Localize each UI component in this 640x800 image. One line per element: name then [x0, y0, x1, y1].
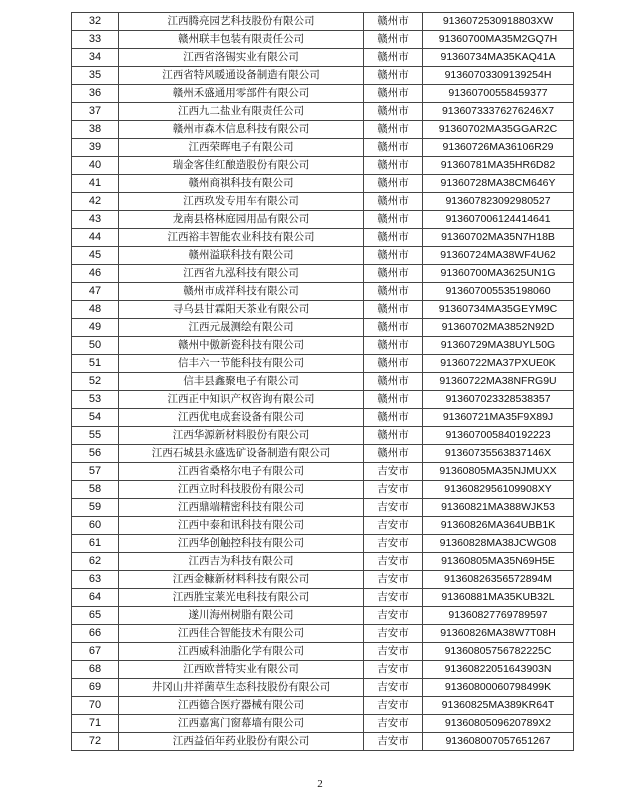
city-name: 赣州市 [364, 355, 423, 373]
company-name: 江西腾亮园艺科技股份有限公司 [119, 13, 364, 31]
company-name: 江西省洛锡实业有限公司 [119, 49, 364, 67]
credit-code: 91360805MA35NJMUXX [423, 463, 574, 481]
row-number: 71 [72, 715, 119, 733]
row-number: 66 [72, 625, 119, 643]
row-number: 50 [72, 337, 119, 355]
credit-code: 91360702MA3852N92D [423, 319, 574, 337]
row-number: 53 [72, 391, 119, 409]
credit-code: 91360805756782225C [423, 643, 574, 661]
company-name: 寻乌县甘霖阳天茶业有限公司 [119, 301, 364, 319]
table-row [72, 49, 574, 67]
table-row [72, 643, 574, 661]
credit-code: 913607023328538357 [423, 391, 574, 409]
row-number: 40 [72, 157, 119, 175]
city-name: 吉安市 [364, 535, 423, 553]
row-number: 36 [72, 85, 119, 103]
row-number: 52 [72, 373, 119, 391]
credit-code: 91360735563837146X [423, 445, 574, 463]
credit-code: 91360826MA38W7T08H [423, 625, 574, 643]
row-number: 61 [72, 535, 119, 553]
company-name: 江西胜宝莱光电科技有限公司 [119, 589, 364, 607]
city-name: 赣州市 [364, 247, 423, 265]
row-number: 54 [72, 409, 119, 427]
credit-code: 91360805MA35N69H5E [423, 553, 574, 571]
row-number: 37 [72, 103, 119, 121]
company-name: 江西省九泓科技有限公司 [119, 265, 364, 283]
table-row [72, 553, 574, 571]
city-name: 赣州市 [364, 229, 423, 247]
company-name: 赣州商祺科技有限公司 [119, 175, 364, 193]
credit-code: 91360700558459377 [423, 85, 574, 103]
credit-code: 913607005840192223 [423, 427, 574, 445]
row-number: 39 [72, 139, 119, 157]
city-name: 赣州市 [364, 409, 423, 427]
city-name: 吉安市 [364, 697, 423, 715]
table-row [72, 211, 574, 229]
company-name: 江西益佰年药业股份有限公司 [119, 733, 364, 751]
table-row [72, 175, 574, 193]
credit-code: 91360733376276246X7 [423, 103, 574, 121]
company-name: 遂川海州树脂有限公司 [119, 607, 364, 625]
row-number: 63 [72, 571, 119, 589]
credit-code: 91360721MA35F9X89J [423, 409, 574, 427]
credit-code: 91360800060798499K [423, 679, 574, 697]
city-name: 吉安市 [364, 625, 423, 643]
table-row [72, 427, 574, 445]
company-name: 江西优电成套设备有限公司 [119, 409, 364, 427]
table-row [72, 157, 574, 175]
company-name: 赣州溢联科技有限公司 [119, 247, 364, 265]
credit-code: 913607005535198060 [423, 283, 574, 301]
city-name: 吉安市 [364, 517, 423, 535]
row-number: 64 [72, 589, 119, 607]
row-number: 44 [72, 229, 119, 247]
city-name: 吉安市 [364, 463, 423, 481]
row-number: 35 [72, 67, 119, 85]
company-name: 江西鼎端精密科技有限公司 [119, 499, 364, 517]
city-name: 赣州市 [364, 427, 423, 445]
table-row [72, 661, 574, 679]
company-name: 江西嘉寓门窗幕墙有限公司 [119, 715, 364, 733]
table-row [72, 13, 574, 31]
credit-code: 91360702MA35N7H18B [423, 229, 574, 247]
table-row [72, 85, 574, 103]
row-number: 49 [72, 319, 119, 337]
credit-code: 91360781MA35HR6D82 [423, 157, 574, 175]
row-number: 47 [72, 283, 119, 301]
credit-code: 91360729MA38UYL50G [423, 337, 574, 355]
row-number: 67 [72, 643, 119, 661]
row-number: 68 [72, 661, 119, 679]
row-number: 51 [72, 355, 119, 373]
city-name: 吉安市 [364, 481, 423, 499]
table-row [72, 571, 574, 589]
company-name: 江西华源新材料股份有限公司 [119, 427, 364, 445]
company-name: 井冈山井祥菌草生态科技股份有限公司 [119, 679, 364, 697]
city-name: 吉安市 [364, 499, 423, 517]
row-number: 33 [72, 31, 119, 49]
credit-code: 91360724MA38WF4U62 [423, 247, 574, 265]
row-number: 34 [72, 49, 119, 67]
company-name: 江西德合医疗器械有限公司 [119, 697, 364, 715]
city-name: 吉安市 [364, 571, 423, 589]
company-list-table [71, 12, 574, 751]
company-name: 江西欧普特实业有限公司 [119, 661, 364, 679]
table-row [72, 355, 574, 373]
company-name: 赣州市森木信息科技有限公司 [119, 121, 364, 139]
city-name: 赣州市 [364, 337, 423, 355]
city-name: 赣州市 [364, 103, 423, 121]
company-name: 江西华创触控科技有限公司 [119, 535, 364, 553]
city-name: 赣州市 [364, 13, 423, 31]
credit-code: 91360722MA38NFRG9U [423, 373, 574, 391]
table-row [72, 103, 574, 121]
city-name: 赣州市 [364, 121, 423, 139]
credit-code: 913608007057651267 [423, 733, 574, 751]
row-number: 41 [72, 175, 119, 193]
table-row [72, 535, 574, 553]
page-number: 2 [317, 778, 323, 790]
credit-code: 91360822051643903N [423, 661, 574, 679]
table-row [72, 733, 574, 751]
company-name: 江西威科油脂化学有限公司 [119, 643, 364, 661]
company-name: 赣州中傲新瓷科技有限公司 [119, 337, 364, 355]
table-row [72, 679, 574, 697]
row-number: 70 [72, 697, 119, 715]
credit-code: 91360734MA35KAQ41A [423, 49, 574, 67]
table-row [72, 481, 574, 499]
table-row [72, 625, 574, 643]
table-row [72, 247, 574, 265]
city-name: 吉安市 [364, 733, 423, 751]
credit-code: 91360828MA38JCWG08 [423, 535, 574, 553]
credit-code: 91360702MA35GGAR2C [423, 121, 574, 139]
table-row [72, 517, 574, 535]
city-name: 赣州市 [364, 319, 423, 337]
city-name: 赣州市 [364, 301, 423, 319]
table-row [72, 373, 574, 391]
row-number: 60 [72, 517, 119, 535]
city-name: 赣州市 [364, 157, 423, 175]
company-name: 江西中泰和讯科技有限公司 [119, 517, 364, 535]
credit-code: 9136080509620789X2 [423, 715, 574, 733]
city-name: 赣州市 [364, 265, 423, 283]
table-row [72, 391, 574, 409]
row-number: 65 [72, 607, 119, 625]
company-name: 江西元晟测绘有限公司 [119, 319, 364, 337]
credit-code: 91360700MA35M2GQ7H [423, 31, 574, 49]
city-name: 吉安市 [364, 679, 423, 697]
city-name: 赣州市 [364, 85, 423, 103]
company-name: 信丰六一节能科技有限公司 [119, 355, 364, 373]
city-name: 赣州市 [364, 283, 423, 301]
city-name: 赣州市 [364, 373, 423, 391]
city-name: 吉安市 [364, 607, 423, 625]
table-row [72, 121, 574, 139]
city-name: 吉安市 [364, 589, 423, 607]
table-row [72, 283, 574, 301]
city-name: 赣州市 [364, 193, 423, 211]
table-row [72, 445, 574, 463]
table-row [72, 463, 574, 481]
credit-code: 91360826MA364UBB1K [423, 517, 574, 535]
credit-code: 91360827769789597 [423, 607, 574, 625]
city-name: 吉安市 [364, 715, 423, 733]
table-row [72, 193, 574, 211]
company-name: 江西荣晖电子有限公司 [119, 139, 364, 157]
city-name: 赣州市 [364, 31, 423, 49]
company-name: 赣州联丰包装有限责任公司 [119, 31, 364, 49]
city-name: 吉安市 [364, 553, 423, 571]
table-row [72, 409, 574, 427]
city-name: 赣州市 [364, 67, 423, 85]
row-number: 32 [72, 13, 119, 31]
table-row [72, 589, 574, 607]
credit-code: 91360881MA35KUB32L [423, 589, 574, 607]
city-name: 赣州市 [364, 139, 423, 157]
city-name: 赣州市 [364, 211, 423, 229]
table-row [72, 499, 574, 517]
row-number: 43 [72, 211, 119, 229]
row-number: 69 [72, 679, 119, 697]
credit-code: 91360821MA388WJK53 [423, 499, 574, 517]
table-row [72, 31, 574, 49]
table-row [72, 715, 574, 733]
city-name: 赣州市 [364, 175, 423, 193]
company-name: 龙南县格林庭园用品有限公司 [119, 211, 364, 229]
company-name: 瑞金客佳红酿造股份有限公司 [119, 157, 364, 175]
company-name: 江西石城县永盛选矿设备制造有限公司 [119, 445, 364, 463]
row-number: 48 [72, 301, 119, 319]
row-number: 38 [72, 121, 119, 139]
row-number: 42 [72, 193, 119, 211]
city-name: 赣州市 [364, 391, 423, 409]
row-number: 56 [72, 445, 119, 463]
company-name: 江西裕丰智能农业科技有限公司 [119, 229, 364, 247]
credit-code: 91360726MA36106R29 [423, 139, 574, 157]
credit-code: 9136072530918803XW [423, 13, 574, 31]
credit-code: 913607823092980527 [423, 193, 574, 211]
table-row [72, 301, 574, 319]
table-row [72, 229, 574, 247]
company-name: 江西玖发专用车有限公司 [119, 193, 364, 211]
table-body [72, 13, 574, 751]
credit-code: 91360703309139254H [423, 67, 574, 85]
table-row [72, 319, 574, 337]
city-name: 吉安市 [364, 661, 423, 679]
company-name: 信丰县鑫聚电子有限公司 [119, 373, 364, 391]
city-name: 赣州市 [364, 445, 423, 463]
row-number: 72 [72, 733, 119, 751]
credit-code: 91360700MA3625UN1G [423, 265, 574, 283]
row-number: 46 [72, 265, 119, 283]
company-name: 江西正中知识产权咨询有限公司 [119, 391, 364, 409]
city-name: 吉安市 [364, 643, 423, 661]
company-name: 江西省桑格尔电子有限公司 [119, 463, 364, 481]
company-name: 江西吉为科技有限公司 [119, 553, 364, 571]
table-row [72, 139, 574, 157]
company-name: 江西金糠新材料科技有限公司 [119, 571, 364, 589]
row-number: 45 [72, 247, 119, 265]
company-name: 江西省特风暖通设备制造有限公司 [119, 67, 364, 85]
credit-code: 91360826356572894M [423, 571, 574, 589]
credit-code: 91360825MA389KR64T [423, 697, 574, 715]
company-name: 赣州市成祥科技有限公司 [119, 283, 364, 301]
table-row [72, 697, 574, 715]
credit-code: 91360722MA37PXUE0K [423, 355, 574, 373]
credit-code: 91360734MA35GEYM9C [423, 301, 574, 319]
company-name: 江西立时科技股份有限公司 [119, 481, 364, 499]
row-number: 58 [72, 481, 119, 499]
credit-code: 913607006124414641 [423, 211, 574, 229]
table-row [72, 265, 574, 283]
company-name: 江西佳合智能技术有限公司 [119, 625, 364, 643]
table-row [72, 337, 574, 355]
table-row [72, 67, 574, 85]
row-number: 55 [72, 427, 119, 445]
company-name: 赣州禾盛通用零部件有限公司 [119, 85, 364, 103]
credit-code: 9136082956109908XY [423, 481, 574, 499]
row-number: 59 [72, 499, 119, 517]
table-row [72, 607, 574, 625]
credit-code: 91360728MA38CM646Y [423, 175, 574, 193]
company-name: 江西九二盐业有限责任公司 [119, 103, 364, 121]
row-number: 62 [72, 553, 119, 571]
row-number: 57 [72, 463, 119, 481]
city-name: 赣州市 [364, 49, 423, 67]
